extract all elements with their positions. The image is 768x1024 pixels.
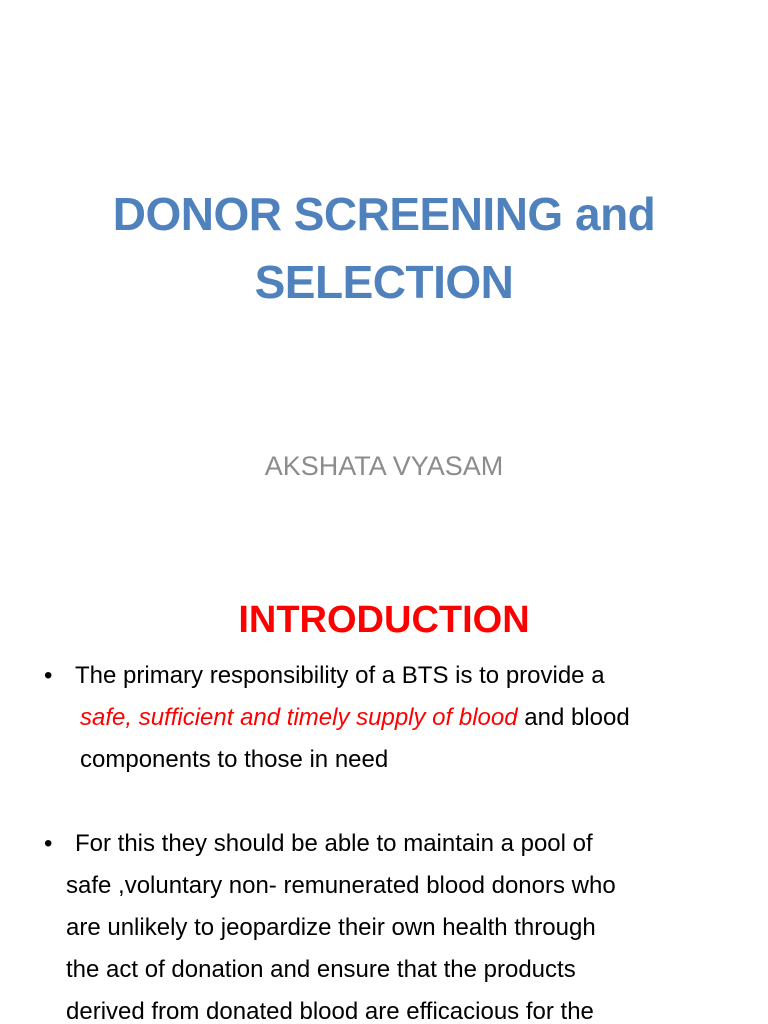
bullet-1-line-2 — [44, 697, 734, 739]
introduction-slide — [0, 576, 768, 1024]
bullet-2-line-3: are unlikely to jeopardize their own health through — [66, 914, 596, 941]
section-heading: INTRODUCTION — [238, 599, 530, 641]
title-line-1: DONOR SCREENING and — [112, 188, 656, 240]
bullet-2-line-1: For this they should be able to maintain a pool of — [75, 830, 593, 857]
author-name: AKSHATA VYASAM — [264, 451, 504, 481]
bullet-1-line-1: The primary responsibility of a BTS is to provide a — [75, 662, 605, 689]
bullet-1-line-3: components to those in need — [80, 746, 389, 773]
bullet-dot-icon: • — [44, 830, 53, 857]
slide-title — [40, 180, 728, 316]
title-line-2: SELECTION — [254, 256, 514, 308]
bullet-2-line-2: safe ,voluntary non- remunerated blood donors who — [66, 872, 616, 899]
bullet-dot-icon: • — [44, 662, 53, 689]
bullet-1-line-2-rest: and blood — [517, 704, 630, 731]
highlighted-phrase: safe, sufficient and timely supply of blood — [80, 704, 518, 731]
bullet-2-line-5: derived from donated blood are efficacious for the — [66, 998, 594, 1024]
bullet-2-line-4: the act of donation and ensure that the products — [66, 956, 576, 983]
bullet-item-donor-pool — [44, 823, 734, 1024]
bullet-item-responsibility — [44, 655, 734, 781]
